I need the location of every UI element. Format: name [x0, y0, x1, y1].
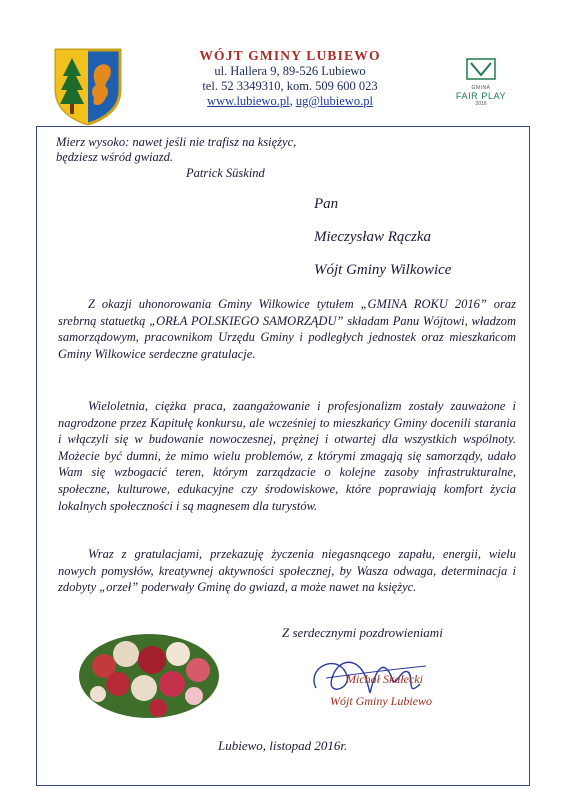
quote-line-1: Mierz wysoko: nawet jeśli nie trafisz na księżyc, — [56, 135, 297, 149]
fair-play-logo — [452, 58, 510, 107]
letter-paragraph-3: Wraz z gratulacjami, przekazuję życzenia niegasnącego zapału, energii, wielu nowych pomysłów, kreatywnej aktywności społecznej, by Wasza odwaga, determinacja i zdobyty „orzeł” poderwały Gminę do gwiazd, a może nawet na księżyc. — [58, 547, 516, 595]
letter-paragraph-1: Z okazji uhonorowania Gminy Wilkowice tytułem „GMINA ROKU 2016” oraz srebrną statuetką „ORŁA POLSKIEGO SAMORZĄDU” składam Panu Wójtowi, władzom samorządowym, pracownikom Urzędu Gminy i podległych jednostek oraz mieszkańcom Gminy Wilkowice serdeczne gratulacje. — [58, 297, 516, 361]
coat-of-arms-icon — [52, 46, 124, 126]
letterhead — [170, 48, 410, 109]
fair-play-label: FAIR PLAY — [455, 91, 507, 101]
fair-play-top-label: GMINA — [471, 85, 491, 91]
fair-play-year: 2016 — [475, 101, 487, 107]
flower-bouquet-image — [74, 624, 224, 724]
letterhead-address: ul. Hallera 9, 89-526 Lubiewo — [214, 64, 366, 78]
contacts-separator: , — [289, 94, 296, 108]
signatory-title: Wójt Gminy Lubiewo — [330, 694, 432, 708]
place-and-date: Lubiewo, listopad 2016r. — [218, 738, 348, 753]
addressee-salutation: Pan — [314, 196, 339, 212]
motto-quote — [56, 135, 296, 165]
quote-line-2: będziesz wśród gwiazd. — [56, 150, 174, 164]
quote-author: Patrick Süskind — [186, 166, 265, 180]
letterhead-title: WÓJT GMINY LUBIEWO — [199, 48, 381, 63]
letterhead-phone: tel. 52 3349310, kom. 509 600 023 — [202, 79, 378, 93]
closing-greeting: Z serdecznymi pozdrowieniami — [282, 625, 443, 640]
website-link[interactable]: www.lubiewo.pl — [207, 94, 290, 108]
addressee-role: Wójt Gminy Wilkowice — [314, 262, 452, 278]
letter-paragraph-2: Wieloletnia, ciężka praca, zaangażowanie i profesjonalizm zostały zauważone i nagrodzone przez Kapitułę konkursu, ale wcześniej to mieszkańcy Gminy docenili starania i włączyli się w budowanie nowoczesnej, prężnej i otwartej dla wszystkich wspólnoty. Możecie być dumni, że mimo wielu problemów, z którymi zmagają się samorządy, udało Wam się wzbogacić teren, którym zarządzacie o kolejne zasoby infrastrukturalne, społeczne, kulturowe, edukacyjne czy środowiskowe, które poprawiają komfort życia lokalnych społeczności i są magnesem dla turystów. — [58, 399, 516, 513]
addressee-name: Mieczysław Rączka — [314, 229, 432, 245]
signatory-name: Michał Skałecki — [346, 672, 423, 686]
letterhead-contacts — [170, 94, 410, 109]
email-link[interactable]: ug@lubiewo.pl — [295, 94, 373, 108]
fair-play-logo-icon — [466, 58, 496, 80]
